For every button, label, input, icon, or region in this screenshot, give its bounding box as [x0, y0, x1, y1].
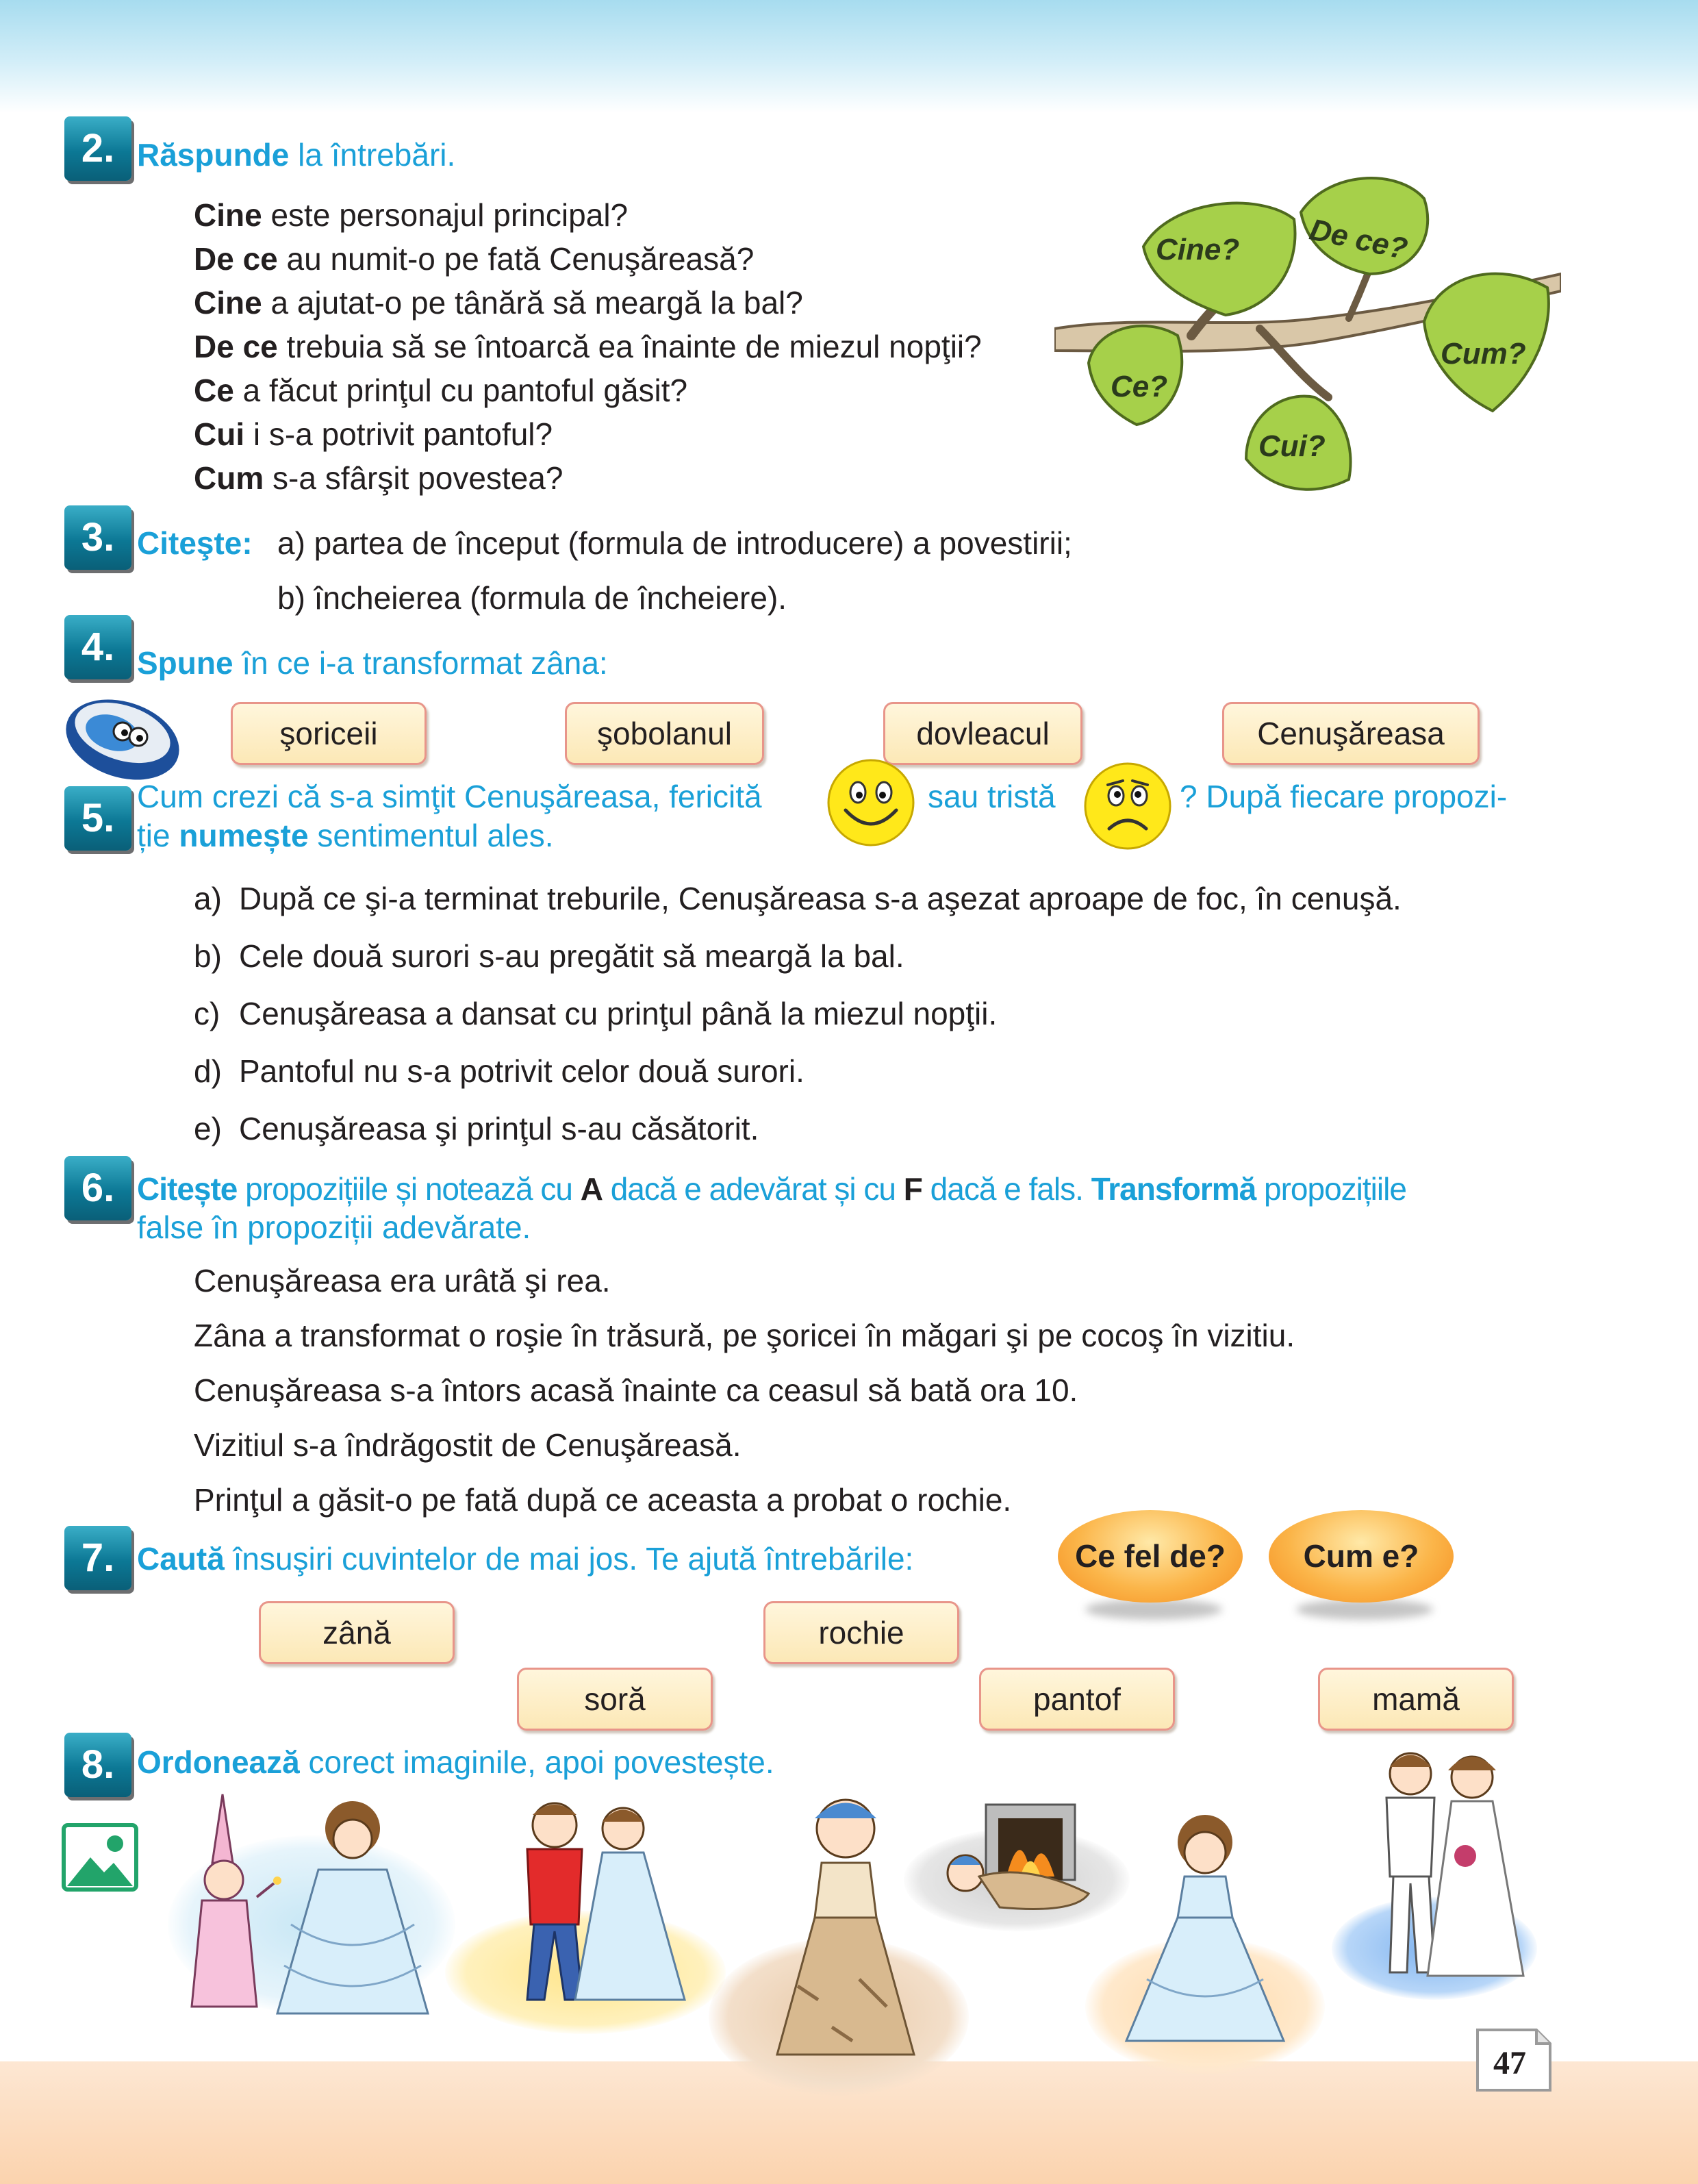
word-box-zana: zână — [259, 1601, 455, 1664]
item-text: Cenuşăreasa a dansat cu prinţul până la miezul nopţii. — [239, 996, 998, 1031]
exercise-6-sentence: Prinţul a găsit-o pe fată după ce aceasta a probat o rochie. — [194, 1482, 1012, 1518]
question-text: a ajutat-o pe tânără să meargă la bal? — [262, 285, 803, 321]
exercise-5-line2-end: sentimentul ales. — [308, 818, 554, 853]
exercise-6-text: propozițiile — [1256, 1171, 1406, 1207]
exercise-2-verb: Răspunde — [137, 137, 290, 173]
exercise-5-item — [194, 1108, 1563, 1166]
word-box-cenusareasa: Cenuşăreasa — [1222, 702, 1480, 765]
question-word: Cui — [194, 416, 245, 452]
exercise-7-verb: Caută — [137, 1541, 225, 1577]
question-line — [194, 281, 1084, 325]
word-box-pantof: pantof — [979, 1668, 1175, 1731]
exercise-5-line2-start: ție — [137, 818, 179, 853]
exercise-5-badge: 5. — [64, 786, 131, 851]
word-box-dovleacul: dovleacul — [883, 702, 1082, 765]
exercise-5-item — [194, 878, 1563, 936]
letter-f: F — [903, 1171, 922, 1207]
exercise-7-badge: 7. — [64, 1526, 131, 1590]
exercise-6-badge: 6. — [64, 1156, 131, 1220]
exercise-5-line1a: Cum crezi că s-a simţit Cenuşăreasa, fericită — [137, 779, 762, 814]
item-letter: c) — [194, 996, 220, 1031]
exercise-6-sentence: Vizitiul s-a îndrăgostit de Cenuşăreasă. — [194, 1427, 742, 1463]
question-pill-ce-fel-de: Ce fel de? — [1058, 1510, 1243, 1603]
word-box-mama: mamă — [1318, 1668, 1514, 1731]
exercise-5-line1c: ? După fiecare propozi- — [1180, 779, 1508, 814]
exercise-8-badge: 8. — [64, 1733, 131, 1797]
top-decorative-band — [0, 0, 1698, 113]
exercise-5-items — [194, 878, 1563, 1166]
question-line — [194, 193, 1084, 237]
exercise-6-instruction — [137, 1170, 1406, 1208]
question-text: au numit-o pe fată Cenuşăreasă? — [277, 241, 755, 277]
exercise-6-sentence: Cenuşăreasa s-a întors acasă înainte ca ceasul să bată ora 10. — [194, 1372, 1078, 1408]
question-text: este personajul principal? — [262, 197, 629, 233]
exercise-6-sentence: Zâna a transformat o roşie în trăsură, pe şoricei în măgari şi pe cocoş în vizitiu. — [194, 1318, 1295, 1353]
question-line — [194, 456, 1084, 500]
word-box-rochie: rochie — [763, 1601, 959, 1664]
exercise-5-item — [194, 936, 1563, 993]
question-text: i s-a potrivit pantoful? — [244, 416, 553, 452]
question-word: De ce — [194, 241, 278, 277]
exercise-7-instruction — [137, 1540, 913, 1578]
scene-sleeping-by-fire-illustration — [917, 1798, 1123, 1928]
question-line — [194, 368, 1084, 412]
question-word: De ce — [194, 329, 278, 364]
question-text: s-a sfârşit povestea? — [264, 460, 563, 496]
question-word: Cine — [194, 285, 262, 321]
item-text: Pantoful nu s-a potrivit celor două surori. — [239, 1053, 804, 1089]
scene-fairy-godmother-illustration — [181, 1787, 442, 2027]
question-word: Cine — [194, 197, 262, 233]
item-text: Cele două surori s-au pregătit să meargă la bal. — [239, 938, 904, 974]
exercise-6-text: propozițiile și notează cu — [237, 1171, 581, 1207]
item-text: După ce şi-a terminat treburile, Cenuşăreasa s-a aşezat aproape de foc, în cenuşă. — [239, 881, 1402, 916]
exercise-5-item — [194, 1051, 1563, 1108]
exercise-8-instruction — [137, 1743, 774, 1781]
item-letter: e) — [194, 1111, 222, 1146]
exercise-5-item — [194, 993, 1563, 1051]
leaf-label-cui: Cui? — [1258, 429, 1326, 463]
exercise-6-text: dacă e adevărat și cu — [602, 1171, 904, 1207]
exercise-2-questions — [194, 193, 1084, 500]
exercise-6-verb-2: Transformă — [1091, 1171, 1256, 1207]
exercise-2-instruction-rest: la întrebări. — [289, 137, 456, 173]
question-pill-cum-e: Cum e? — [1269, 1510, 1454, 1603]
happy-face-icon — [825, 757, 917, 849]
scene-dancing-illustration — [479, 1794, 698, 2020]
question-text: trebuia să se întoarcă ea înainte de miezul nopţii? — [277, 329, 982, 364]
leaf-label-de-ce: De ce? — [1306, 212, 1410, 266]
scene-cinderella-rags-illustration — [757, 1781, 935, 2068]
exercise-8-verb: Ordonează — [137, 1744, 300, 1780]
leaf-label-ce: Ce? — [1111, 370, 1168, 403]
exercise-2-badge: 2. — [64, 116, 131, 181]
leaf-label-cine: Cine? — [1156, 233, 1240, 266]
image-icon — [62, 1823, 138, 1892]
item-letter: d) — [194, 1053, 222, 1089]
exercise-8-instruction-rest: corect imaginile, apoi povestește. — [299, 1744, 774, 1780]
exercise-5-verb: numește — [179, 818, 309, 853]
exercise-5-line2 — [137, 816, 554, 855]
leaf-label-cum: Cum? — [1441, 337, 1526, 371]
exercise-6-line2: false în propoziții adevărate. — [137, 1209, 531, 1245]
question-word: Ce — [194, 373, 234, 408]
exercise-4-verb: Spune — [137, 645, 233, 681]
sad-face-icon — [1082, 760, 1174, 853]
scene-wedding-illustration — [1352, 1740, 1537, 1993]
item-text: Cenuşăreasa şi prinţul s-au căsătorit. — [239, 1111, 759, 1146]
exercise-6-sentence: Cenuşăreasa era urâtă şi rea. — [194, 1263, 611, 1298]
exercise-4-instruction — [137, 644, 608, 682]
exercise-6-text: dacă e fals. — [922, 1171, 1091, 1207]
question-word: Cum — [194, 460, 264, 496]
scene-cinderella-gown-illustration — [1119, 1801, 1291, 2055]
exercise-4-instruction-rest: în ce i-a transformat zâna: — [233, 645, 608, 681]
question-line — [194, 237, 1084, 281]
question-line — [194, 412, 1084, 456]
exercise-5-line1b: sau tristă — [928, 779, 1056, 814]
exercise-3-item-a: a) partea de început (formula de introducere) a povestirii; — [277, 525, 1072, 561]
exercise-4-badge: 4. — [64, 615, 131, 679]
exercise-6-verb: Citește — [137, 1171, 238, 1207]
exercise-3-badge: 3. — [64, 505, 131, 570]
page-number: 47 — [1493, 2045, 1526, 2081]
exercise-7-instruction-rest: însuşiri cuvintelor de mai jos. Te ajută întrebările: — [224, 1541, 914, 1577]
word-box-soriceii: şoriceii — [231, 702, 427, 765]
item-letter: b) — [194, 938, 222, 974]
word-box-sobolanul: şobolanul — [565, 702, 764, 765]
question-text: a făcut prinţul cu pantoful găsit? — [233, 373, 688, 408]
exercise-3-verb: Citeşte: — [137, 525, 253, 561]
item-letter: a) — [194, 881, 222, 916]
letter-a: A — [580, 1171, 603, 1207]
mouse-icon — [58, 685, 188, 788]
exercise-2-instruction — [137, 136, 455, 174]
exercise-3-item-b: b) încheierea (formula de încheiere). — [277, 580, 787, 616]
question-line — [194, 325, 1084, 368]
exercise-6-sentences — [194, 1260, 1563, 1534]
word-box-sora: soră — [517, 1668, 713, 1731]
